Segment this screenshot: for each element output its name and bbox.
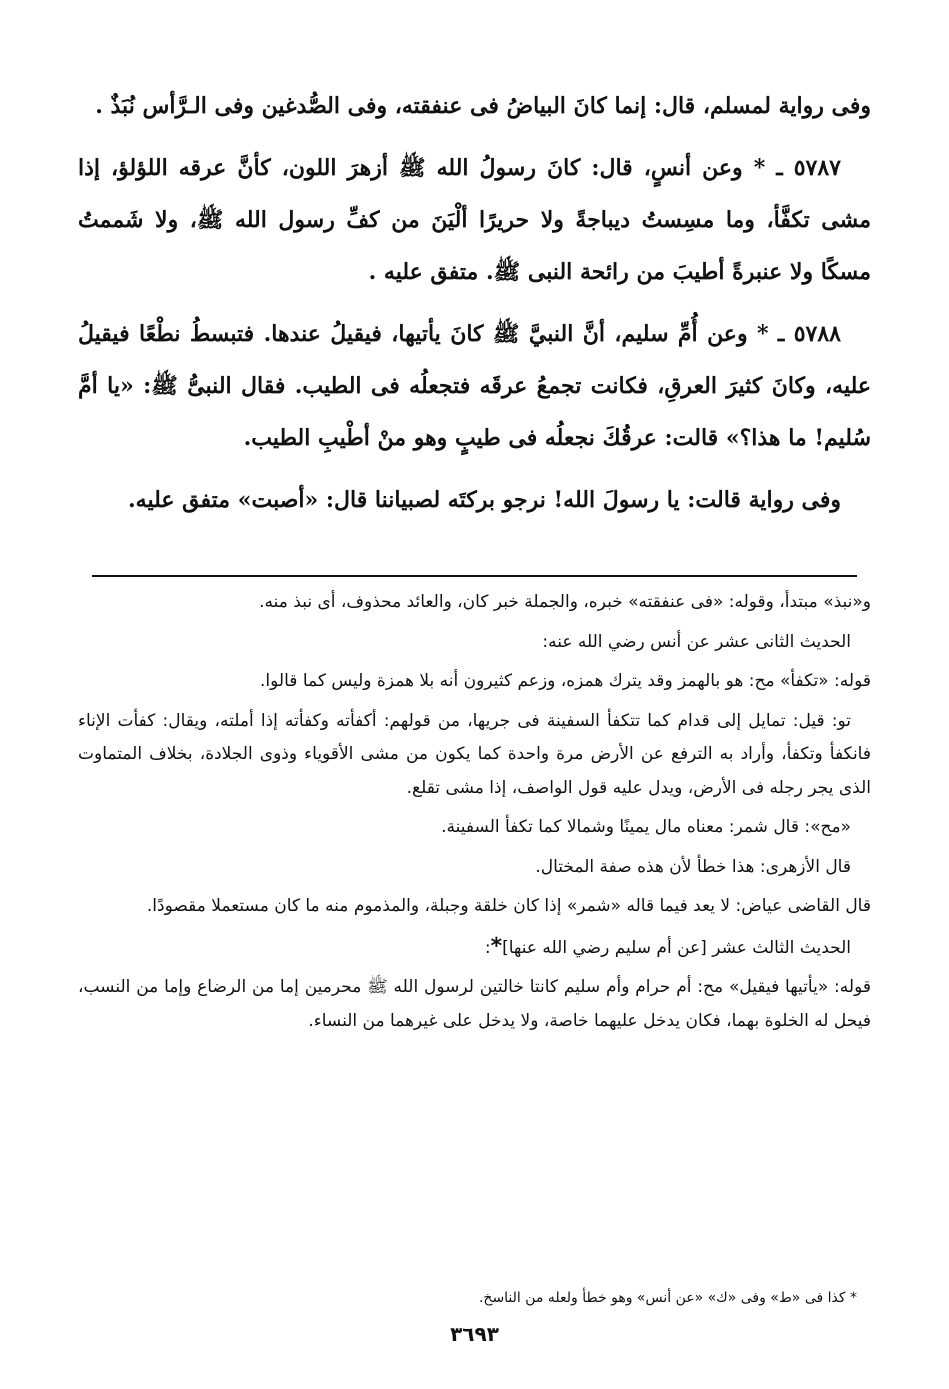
commentary-note-takaffa: قوله: «تكفأ» مح: هو بالهمز وقد يترك همزه، وزعم كثيرون أنه بلا همزة وليس كما قالوا.: [260, 671, 871, 691]
paragraph-another-narration: وفى رواية قالت: يا رسولَ الله! نرجو بركتَه لصبياننا قال: «أصبت» متفق عليه.: [128, 487, 841, 513]
hadith-5787: ٥٧٨٧ ـ * وعن أنسٍ، قال: كانَ رسولُ الله ﷺ أزهرَ اللون، كأنَّ عرقه اللؤلؤ، إذا مشى تكفَّأ، وما مسِستُ ديباجةً ولا حريرًا ألْيَنَ من كفِّ رسول الله ﷺ، ولا شَممتُ مسكًا ولا عنبرةً أطيبَ من رائحة النبى ﷺ. متفق عليه .: [78, 155, 871, 285]
commentary-heading-twelfth: الحديث الثانى عشر عن أنس رضي الله عنه:: [542, 631, 851, 652]
commentary-note-shamir: «مح»: قال شمر: معناه مال يمينًا وشمالا كما تكفأ السفينة.: [441, 817, 851, 837]
commentary-note-umm-sulaym: قوله: «يأتيها فيقيل» مح: أم حرام وأم سليم كانتا خالتين لرسول الله ﷺ محرمين إما من الرضاع وإما من النسب، فيحل له الخلوة بهما، فكان يدخل عليهما خاصة، ولا يدخل على غيرهما من النساء.: [78, 977, 871, 1031]
main-text: [78, 80, 871, 536]
commentary-heading-thirteenth-text: الحديث الثالث عشر [عن أم سليم رضي الله عنها]: [502, 937, 851, 958]
commentary-divider: [92, 575, 857, 577]
footnote: * كذا فى «ط» وفى «ك» «عن أنس» وهو خطأ ولعله من الناسخ.: [478, 1290, 857, 1306]
commentary-heading-thirteenth: [78, 930, 871, 966]
commentary-section: [78, 586, 871, 1044]
commentary-note-azhari: قال الأزهرى: هذا خطأ لأن هذه صفة المختال.: [535, 856, 851, 877]
commentary-note-tu: تو: قيل: تمايل إلى قدام كما تتكفأ السفينة فى جريها، من قولهم: أكفأته وكفأته إذا أملته، ويقال: كفأت الإناء فانكفأ وتكفأ، وأراد به الترفع عن الأرض مرة واحدة كما يكون من مشى الأقوياء وذوى الجلادة، بخلاف المتماوت الذى يجر رجله فى الأرض، ويدل عليه قول الواصف، إذا مشى تقلع.: [78, 710, 871, 798]
commentary-note-nubadh: و«نبذ» مبتدأ، وقوله: «فى عنفقته» خبره، والجملة خبر كان، والعائد محذوف، أى نبذ منه.: [259, 592, 871, 612]
page-number: ٣٦٩٣: [450, 1322, 499, 1346]
commentary-note-qadi-iyad: قال القاضى عياض: لا يعد فيما قاله «شمر» إذا كان خلقة وجبلة، والمذموم منه ما كان مستعملا مقصودًا.: [146, 896, 871, 916]
heading-colon: :: [484, 937, 491, 958]
hadith-5788: ٥٧٨٨ ـ * وعن أُمِّ سليم، أنَّ النبيَّ ﷺ كانَ يأتيها، فيقيلُ عندها. فتبسطُ نطْعًا فيقيلُ عليه، وكانَ كثيرَ العرقِ، فكانت تجمعُ عرقَه فتجعلُه فى الطيب. فقال النبىُّ ﷺ: «يا أمَّ سُليم! ما هذا؟» قالت: عرقُكَ نجعلُه فى طيبٍ وهو منْ أطْيبِ الطيب.: [78, 321, 871, 451]
paragraph-muslim-narration: وفى رواية لمسلم، قال: إنما كانَ البياضُ فى عنفقته، وفى الصُّدغين وفى الـرَّأس نُبَذٌ .: [95, 93, 871, 119]
footnote-marker: *: [490, 933, 503, 959]
